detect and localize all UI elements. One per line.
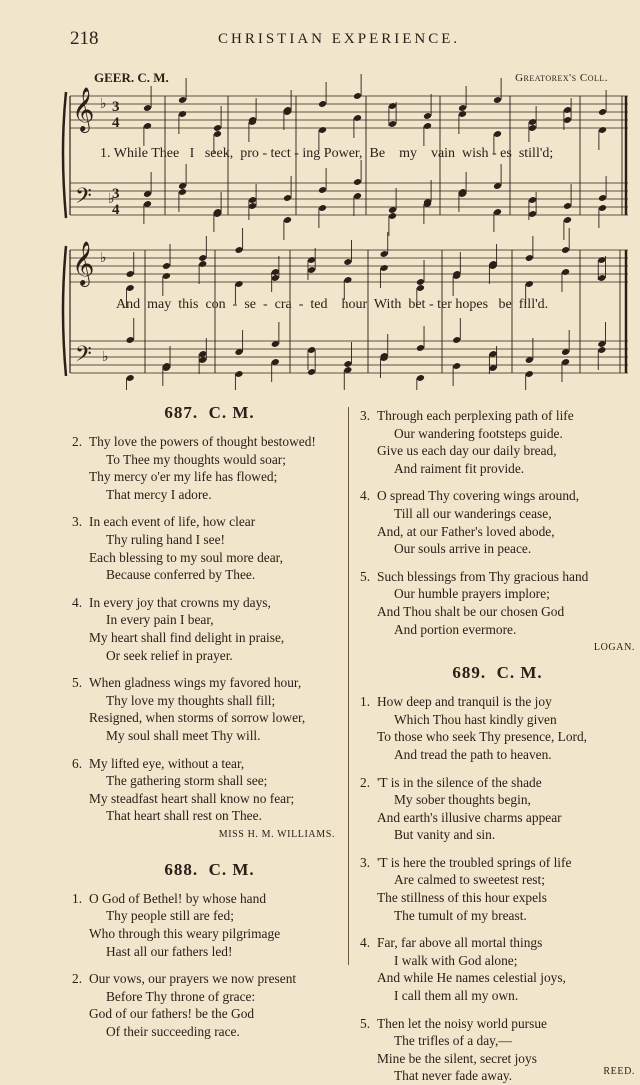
stanza-number: 2. [72,971,83,987]
stanza-line-text: In every pain I bear, [106,612,214,628]
stanza-line-text: Thy mercy o'er my life has flowed; [89,469,278,485]
stanza-line-text: Thy people still are fed; [106,908,234,924]
stanza-number: 3. [360,854,371,870]
stanza-line-text: O God of Bethel! by whose hand [89,890,267,906]
stanza-line [360,568,635,586]
stanza-number: 4. [72,594,83,610]
tune-source: Greatorex's Coll. [515,72,608,84]
stanza-line-text: And raiment fit provide. [394,460,525,476]
stanza-line-text: Thy ruling hand I see! [106,531,225,547]
stanza-line [360,826,635,844]
stanza-line [72,807,347,825]
stanza-line-text: The gathering storm shall see; [106,773,268,789]
stanza-line [72,674,347,692]
stanza-line [72,925,347,943]
stanza-line [72,1005,347,1023]
stanza-line [360,969,635,987]
stanza-line [72,566,347,584]
stanza-line-text: Who through this weary pilgrimage [89,926,281,942]
stanza-line [360,809,635,827]
stanza [360,693,635,763]
stanza-line-text: Or seek relief in prayer. [106,647,233,663]
stanza-line-text: And Thou shalt be our chosen God [377,603,565,619]
stanza-line-text: And, at our Father's loved abode, [377,523,555,539]
stanza-number: 5. [72,675,83,691]
stanza-line [360,987,635,1005]
stanza-line-text: When gladness wings my favored hour, [89,675,302,691]
stanza-number: 3. [360,408,371,423]
stanza-line-text: And earth's illusive charms appear [377,809,562,825]
page-number: 218 [70,28,99,49]
stanza-line [360,1032,635,1050]
stanza-number: 4. [360,935,371,951]
stanza-line [360,585,635,603]
stanza-line-text: Through each perplexing path of life [377,408,574,423]
stanza-line-text: How deep and tranquil is the joy [377,694,552,710]
time-signature: 3 [112,186,120,202]
music-score [0,0,640,390]
stanza-line [72,433,347,451]
stanza-line-text: Thy love the powers of thought bestowed! [89,434,316,449]
stanza-line-text: 'T is in the silence of the shade [377,774,542,790]
stanza-line [72,594,347,612]
stanza-line [72,988,347,1006]
stanza-line [360,540,635,558]
stanza-line [360,871,635,889]
stanza-line [360,774,635,792]
stanza-line-text: My lifted eye, without a tear, [89,755,245,771]
stanza-line [360,621,635,639]
stanza-line [72,943,347,961]
treble-clef: 𝄞 [72,87,95,131]
hymn-688-author: LOGAN. [593,642,635,654]
left-column [72,403,347,1051]
stanza [360,854,635,924]
stanza [360,407,635,477]
stanza-line [72,531,347,549]
stanza-line-text: Of their succeeding race. [106,1024,240,1040]
stanza-line-text: That heart shall rest on Thee. [106,808,262,824]
stanza-line [72,468,347,486]
hymn-687-title: 687. C. M. [164,403,255,422]
time-signature: 3 [112,99,120,115]
stanza-line [360,1015,635,1033]
stanza-line [72,755,347,773]
svg-text:4: 4 [112,115,120,131]
stanza-line-text: I walk with God alone; [394,952,518,968]
stanza-line [72,709,347,727]
stanza-line-text: Because conferred by Thee. [106,567,256,583]
stanza [72,755,347,825]
stanza-line [72,486,347,504]
bass-clef: 𝄢 [75,184,92,214]
stanza-line [72,611,347,629]
stanza-number: 5. [360,1015,371,1031]
stanza-line-text: That mercy I adore. [106,486,212,502]
stanza-line-text: My steadfast heart shall know no fear; [89,790,295,806]
stanza-line [360,889,635,907]
stanza-line [360,505,635,523]
stanza-line [360,693,635,711]
stanza-line-text: Such blessings from Thy gracious hand [377,568,589,584]
stanza-line-text: Till all our wanderings cease, [394,505,552,521]
hymn-687-author: MISS H. M. WILLIAMS. [218,828,335,840]
stanza-number: 2. [360,774,371,790]
stanza-line [72,772,347,790]
hymn-689-title: 689. C. M. [452,663,543,683]
stanza-line [72,907,347,925]
stanza-line-text: Give us each day our daily bread, [377,443,557,459]
stanza-line-text: O spread Thy covering wings around, [377,488,580,504]
brace [63,246,66,376]
stanza-line-text: Hast all our fathers led! [106,943,233,959]
stanza-line [360,728,635,746]
stanza-line [72,890,347,908]
stanza-line [72,1023,347,1041]
stanza-number: 1. [72,890,83,906]
stanza-line [360,791,635,809]
stanza-line [72,790,347,808]
stanza-line-text: That never fade away. [394,1068,513,1084]
flat-sign: ♭ [108,191,115,207]
stanza-line-text: 'T is here the troubled springs of life [377,854,572,870]
stanza-line [360,460,635,478]
stanza-line-text: Then let the noisy world pursue [377,1015,547,1031]
stanza-line-text: The stillness of this hour expels [377,890,547,906]
stanza-line [360,603,635,621]
music-lyric-line-2: And may this con - se - cra - ted hour With bet - ter hopes be fill'd. [116,297,549,312]
stanza-line-text: Which Thou hast kindly given [394,711,557,727]
stanza-line-text: The trifles of a day,— [394,1033,512,1049]
stanza-number: 3. [72,514,83,530]
stanza-number: 5. [360,568,371,584]
flat-sign: ♭ [102,349,109,365]
right-column [360,407,635,1084]
stanza-number: 4. [360,488,371,504]
flat-sign: ♭ [100,96,107,112]
stanza-line-text: In every joy that crowns my days, [89,594,271,610]
stanza-line [360,746,635,764]
stanza-line [72,970,347,988]
stanza-line-text: And portion evermore. [394,621,517,637]
music-lyric-line-1: 1. While Thee I seek, pro - tect - ing Power, Be my vain wish - es still'd; [100,146,554,161]
stanza-line [360,523,635,541]
stanza [72,674,347,744]
hymn-689-author: REED. [603,1066,635,1077]
stanza-line-text: God of our fathers! be the God [89,1006,255,1022]
stanza-line-text: Our souls arrive in peace. [394,541,532,557]
stanza-line-text: Our wandering footsteps guide. [394,425,563,441]
stanza-line-text: The tumult of my breast. [394,907,527,923]
stanza [72,594,347,664]
stanza-line-text: Thy love my thoughts shall fill; [106,692,276,708]
running-title: CHRISTIAN EXPERIENCE. [218,31,461,47]
stanza-line-text: Are calmed to sweetest rest; [394,872,545,888]
bass-clef: 𝄢 [75,342,92,372]
stanza-line [360,1050,635,1068]
stanza-line-text: To those who seek Thy presence, Lord, [377,729,588,745]
stanza-line-text: To Thee my thoughts would soar; [106,451,286,467]
svg-text:4: 4 [112,202,120,218]
stanza-line-text: My soul shall meet Thy will. [106,727,261,743]
stanza-line [360,425,635,443]
stanza-line-text: My sober thoughts begin, [394,792,531,808]
stanza [360,487,635,557]
stanza-line [360,487,635,505]
hymn-688-title: 688. C. M. [164,859,255,879]
stanza [360,568,635,638]
stanza-line-text: And tread the path to heaven. [394,746,552,762]
stanza-line-text: And while He names celestial joys, [377,970,566,986]
stanza [72,433,347,503]
treble-clef: 𝄞 [72,241,95,285]
stanza-line [72,647,347,665]
flat-sign: ♭ [100,250,107,266]
stanza-line [360,907,635,925]
brace [63,92,66,218]
stanza-line [72,692,347,710]
stanza-line-text: Our vows, our prayers we now present [89,971,297,987]
stanza-line-text: Our humble prayers implore; [394,586,550,602]
stanza-line [360,854,635,872]
stanza-line [360,442,635,460]
stanza-line [72,629,347,647]
stanza-line [72,727,347,745]
stanza [72,513,347,583]
stanza-line-text: In each event of life, how clear [89,514,256,530]
stanza-number: 2. [72,434,83,449]
stanza-number: 1. [360,694,371,710]
stanza-line [72,549,347,567]
column-divider [348,407,349,965]
stanza-number: 6. [72,755,83,771]
stanza-line [360,711,635,729]
stanza-line-text: Resigned, when storms of sorrow lower, [89,710,306,726]
stanza-line-text: I call them all my own. [394,988,519,1004]
stanza-line [72,513,347,531]
tune-name: GEER. C. M. [94,70,169,85]
stanza-line [360,407,635,425]
stanza-line [72,451,347,469]
stanza-line-text: My heart shall find delight in praise, [89,629,285,645]
stanza-line-text: Before Thy throne of grace: [106,988,256,1004]
stanza-line-text: Far, far above all mortal things [377,935,543,951]
stanza-line [360,934,635,952]
stanza [360,934,635,1004]
stanza-line-text: But vanity and sin. [394,827,496,843]
stanza [360,774,635,844]
stanza [72,890,347,960]
stanza-line-text: Each blessing to my soul more dear, [89,549,283,565]
stanza-line [360,952,635,970]
stanza-line-text: Mine be the silent, secret joys [377,1050,537,1066]
